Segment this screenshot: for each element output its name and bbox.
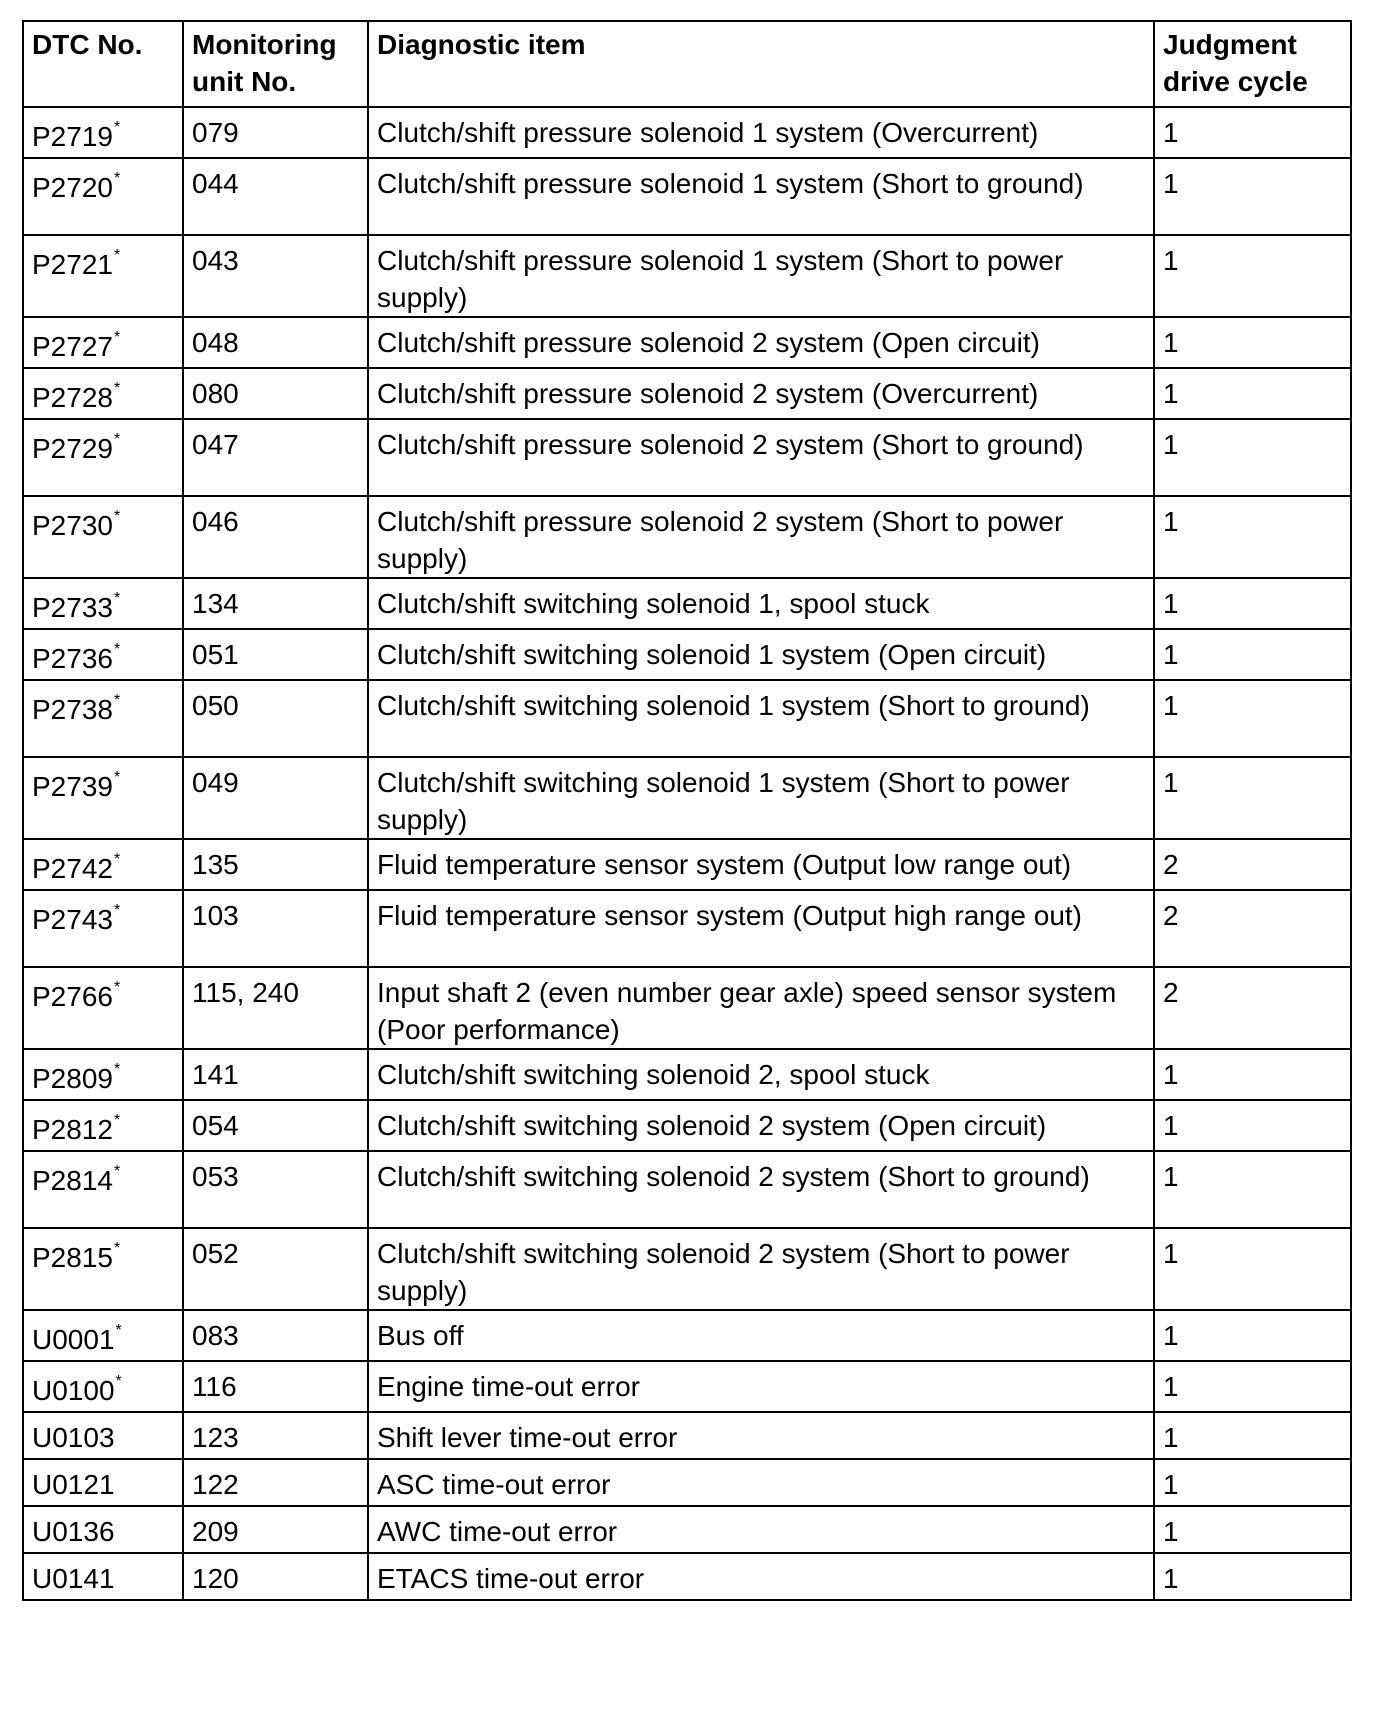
- diagnostic-item-cell: Clutch/shift pressure solenoid 2 system (Short to power supply): [368, 496, 1154, 578]
- table-row: [23, 235, 1351, 317]
- dtc-code: P2742: [32, 853, 113, 884]
- monitoring-unit-cell: 134: [183, 578, 368, 629]
- asterisk-mark: *: [113, 590, 121, 607]
- judgment-drive-cycle-cell: 1: [1154, 1151, 1351, 1228]
- monitoring-unit-cell: 079: [183, 107, 368, 158]
- table-row: [23, 419, 1351, 496]
- diagnostic-item-cell: Bus off: [368, 1310, 1154, 1361]
- monitoring-unit-cell: 051: [183, 629, 368, 680]
- judgment-drive-cycle-cell: 1: [1154, 629, 1351, 680]
- table-row: [23, 757, 1351, 839]
- dtc-cell: [23, 1412, 183, 1459]
- dtc-code: U0100: [32, 1375, 115, 1406]
- dtc-code: P2739: [32, 771, 113, 802]
- monitoring-unit-cell: 116: [183, 1361, 368, 1412]
- dtc-code: P2729: [32, 433, 113, 464]
- judgment-drive-cycle-cell: 1: [1154, 107, 1351, 158]
- asterisk-mark: *: [113, 641, 121, 658]
- table-row: [23, 1151, 1351, 1228]
- judgment-drive-cycle-cell: 1: [1154, 158, 1351, 235]
- asterisk-mark: *: [113, 902, 121, 919]
- judgment-drive-cycle-cell: 1: [1154, 1228, 1351, 1310]
- dtc-code: P2814: [32, 1165, 113, 1196]
- asterisk-mark: *: [113, 508, 121, 525]
- dtc-cell: [23, 1361, 183, 1412]
- monitoring-unit-cell: 135: [183, 839, 368, 890]
- monitoring-unit-cell: 050: [183, 680, 368, 757]
- diagnostic-item-cell: Shift lever time-out error: [368, 1412, 1154, 1459]
- diagnostic-item-cell: Fluid temperature sensor system (Output high range out): [368, 890, 1154, 967]
- diagnostic-item-cell: Clutch/shift switching solenoid 1 system (Short to power supply): [368, 757, 1154, 839]
- table-row: [23, 1310, 1351, 1361]
- dtc-code: P2719: [32, 121, 113, 152]
- judgment-drive-cycle-cell: 1: [1154, 1412, 1351, 1459]
- table-row: [23, 1412, 1351, 1459]
- table-row: [23, 1459, 1351, 1506]
- diagnostic-item-cell: Fluid temperature sensor system (Output low range out): [368, 839, 1154, 890]
- diagnostic-item-cell: Clutch/shift switching solenoid 1, spool stuck: [368, 578, 1154, 629]
- judgment-drive-cycle-cell: 1: [1154, 1310, 1351, 1361]
- diagnostic-item-cell: ASC time-out error: [368, 1459, 1154, 1506]
- header-monitoring-unit: Monitoring unit No.: [183, 21, 368, 107]
- table-row: [23, 1506, 1351, 1553]
- asterisk-mark: *: [113, 1112, 121, 1129]
- table-row: [23, 890, 1351, 967]
- diagnostic-item-cell: Engine time-out error: [368, 1361, 1154, 1412]
- monitoring-unit-cell: 043: [183, 235, 368, 317]
- asterisk-mark: *: [113, 692, 121, 709]
- monitoring-unit-cell: 046: [183, 496, 368, 578]
- diagnostic-item-cell: Clutch/shift switching solenoid 1 system (Short to ground): [368, 680, 1154, 757]
- monitoring-unit-cell: 049: [183, 757, 368, 839]
- judgment-drive-cycle-cell: 1: [1154, 496, 1351, 578]
- judgment-drive-cycle-cell: 1: [1154, 419, 1351, 496]
- monitoring-unit-cell: 052: [183, 1228, 368, 1310]
- dtc-code: P2736: [32, 643, 113, 674]
- dtc-code: U0121: [32, 1469, 115, 1500]
- dtc-cell: [23, 496, 183, 578]
- judgment-drive-cycle-cell: 1: [1154, 1459, 1351, 1506]
- dtc-cell: [23, 757, 183, 839]
- header-row: [23, 21, 1351, 107]
- dtc-code: P2766: [32, 981, 113, 1012]
- monitoring-unit-cell: 122: [183, 1459, 368, 1506]
- dtc-code: P2809: [32, 1063, 113, 1094]
- header-diagnostic-item: Diagnostic item: [368, 21, 1154, 107]
- monitoring-unit-cell: 103: [183, 890, 368, 967]
- diagnostic-item-cell: Clutch/shift pressure solenoid 2 system (Short to ground): [368, 419, 1154, 496]
- dtc-cell: [23, 578, 183, 629]
- monitoring-unit-cell: 080: [183, 368, 368, 419]
- asterisk-mark: *: [113, 247, 121, 264]
- asterisk-mark: *: [113, 1061, 121, 1078]
- dtc-cell: [23, 317, 183, 368]
- diagnostic-item-cell: Clutch/shift pressure solenoid 2 system (Overcurrent): [368, 368, 1154, 419]
- monitoring-unit-cell: 141: [183, 1049, 368, 1100]
- asterisk-mark: *: [113, 1163, 121, 1180]
- judgment-drive-cycle-cell: 1: [1154, 317, 1351, 368]
- asterisk-mark: *: [113, 329, 121, 346]
- table-row: [23, 839, 1351, 890]
- dtc-code: P2815: [32, 1242, 113, 1273]
- monitoring-unit-cell: 053: [183, 1151, 368, 1228]
- table-row: [23, 1228, 1351, 1310]
- judgment-drive-cycle-cell: 2: [1154, 890, 1351, 967]
- monitoring-unit-cell: 120: [183, 1553, 368, 1600]
- dtc-code: P2730: [32, 510, 113, 541]
- judgment-drive-cycle-cell: 1: [1154, 578, 1351, 629]
- asterisk-mark: *: [113, 979, 121, 996]
- asterisk-mark: *: [113, 431, 121, 448]
- diagnostic-item-cell: Clutch/shift pressure solenoid 2 system (Open circuit): [368, 317, 1154, 368]
- dtc-cell: [23, 967, 183, 1049]
- judgment-drive-cycle-cell: 1: [1154, 680, 1351, 757]
- dtc-code: U0103: [32, 1422, 115, 1453]
- dtc-code: P2812: [32, 1114, 113, 1145]
- diagnostic-item-cell: Clutch/shift switching solenoid 2 system (Short to power supply): [368, 1228, 1154, 1310]
- dtc-code: P2733: [32, 592, 113, 623]
- monitoring-unit-cell: 054: [183, 1100, 368, 1151]
- judgment-drive-cycle-cell: 1: [1154, 1049, 1351, 1100]
- dtc-cell: [23, 1459, 183, 1506]
- dtc-cell: [23, 1228, 183, 1310]
- diagnostic-item-cell: Clutch/shift pressure solenoid 1 system (Short to power supply): [368, 235, 1154, 317]
- dtc-cell: [23, 1151, 183, 1228]
- dtc-table: [22, 20, 1352, 1601]
- dtc-cell: [23, 680, 183, 757]
- dtc-code: P2743: [32, 904, 113, 935]
- table-row: [23, 317, 1351, 368]
- dtc-cell: [23, 629, 183, 680]
- judgment-drive-cycle-cell: 1: [1154, 1553, 1351, 1600]
- dtc-code: U0001: [32, 1324, 115, 1355]
- dtc-cell: [23, 107, 183, 158]
- dtc-code: P2738: [32, 694, 113, 725]
- judgment-drive-cycle-cell: 1: [1154, 757, 1351, 839]
- dtc-cell: [23, 1310, 183, 1361]
- dtc-cell: [23, 368, 183, 419]
- judgment-drive-cycle-cell: 1: [1154, 1100, 1351, 1151]
- table-row: [23, 967, 1351, 1049]
- asterisk-mark: *: [113, 380, 121, 397]
- judgment-drive-cycle-cell: 1: [1154, 368, 1351, 419]
- asterisk-mark: *: [115, 1373, 122, 1390]
- asterisk-mark: *: [113, 119, 121, 136]
- diagnostic-item-cell: ETACS time-out error: [368, 1553, 1154, 1600]
- table-row: [23, 107, 1351, 158]
- dtc-code: P2721: [32, 249, 113, 280]
- asterisk-mark: *: [113, 170, 121, 187]
- table-row: [23, 1049, 1351, 1100]
- header-judgment-drive-cycle: Judgment drive cycle: [1154, 21, 1351, 107]
- monitoring-unit-cell: 048: [183, 317, 368, 368]
- dtc-cell: [23, 890, 183, 967]
- diagnostic-item-cell: Clutch/shift switching solenoid 2 system (Short to ground): [368, 1151, 1154, 1228]
- monitoring-unit-cell: 123: [183, 1412, 368, 1459]
- dtc-code: P2720: [32, 172, 113, 203]
- dtc-code: P2727: [32, 331, 113, 362]
- table-row: [23, 368, 1351, 419]
- monitoring-unit-cell: 047: [183, 419, 368, 496]
- table-row: [23, 1553, 1351, 1600]
- monitoring-unit-cell: 115, 240: [183, 967, 368, 1049]
- table-row: [23, 1361, 1351, 1412]
- dtc-code: U0136: [32, 1516, 115, 1547]
- dtc-cell: [23, 419, 183, 496]
- judgment-drive-cycle-cell: 2: [1154, 839, 1351, 890]
- judgment-drive-cycle-cell: 1: [1154, 1506, 1351, 1553]
- diagnostic-item-cell: Clutch/shift switching solenoid 2, spool stuck: [368, 1049, 1154, 1100]
- table-row: [23, 629, 1351, 680]
- judgment-drive-cycle-cell: 1: [1154, 1361, 1351, 1412]
- monitoring-unit-cell: 044: [183, 158, 368, 235]
- diagnostic-item-cell: Clutch/shift switching solenoid 2 system (Open circuit): [368, 1100, 1154, 1151]
- table-row: [23, 496, 1351, 578]
- dtc-cell: [23, 1506, 183, 1553]
- diagnostic-item-cell: Clutch/shift pressure solenoid 1 system (Short to ground): [368, 158, 1154, 235]
- header-dtc: DTC No.: [23, 21, 183, 107]
- table-row: [23, 158, 1351, 235]
- dtc-cell: [23, 235, 183, 317]
- dtc-cell: [23, 1553, 183, 1600]
- dtc-cell: [23, 1049, 183, 1100]
- dtc-cell: [23, 1100, 183, 1151]
- judgment-drive-cycle-cell: 2: [1154, 967, 1351, 1049]
- dtc-code: P2728: [32, 382, 113, 413]
- table-row: [23, 680, 1351, 757]
- diagnostic-item-cell: AWC time-out error: [368, 1506, 1154, 1553]
- diagnostic-item-cell: Input shaft 2 (even number gear axle) speed sensor system (Poor performance): [368, 967, 1154, 1049]
- diagnostic-item-cell: Clutch/shift pressure solenoid 1 system (Overcurrent): [368, 107, 1154, 158]
- table-row: [23, 578, 1351, 629]
- monitoring-unit-cell: 209: [183, 1506, 368, 1553]
- dtc-code: U0141: [32, 1563, 115, 1594]
- asterisk-mark: *: [113, 1240, 121, 1257]
- monitoring-unit-cell: 083: [183, 1310, 368, 1361]
- dtc-cell: [23, 839, 183, 890]
- asterisk-mark: *: [115, 1322, 122, 1339]
- diagnostic-item-cell: Clutch/shift switching solenoid 1 system (Open circuit): [368, 629, 1154, 680]
- table-row: [23, 1100, 1351, 1151]
- dtc-cell: [23, 158, 183, 235]
- judgment-drive-cycle-cell: 1: [1154, 235, 1351, 317]
- asterisk-mark: *: [113, 769, 121, 786]
- asterisk-mark: *: [113, 851, 121, 868]
